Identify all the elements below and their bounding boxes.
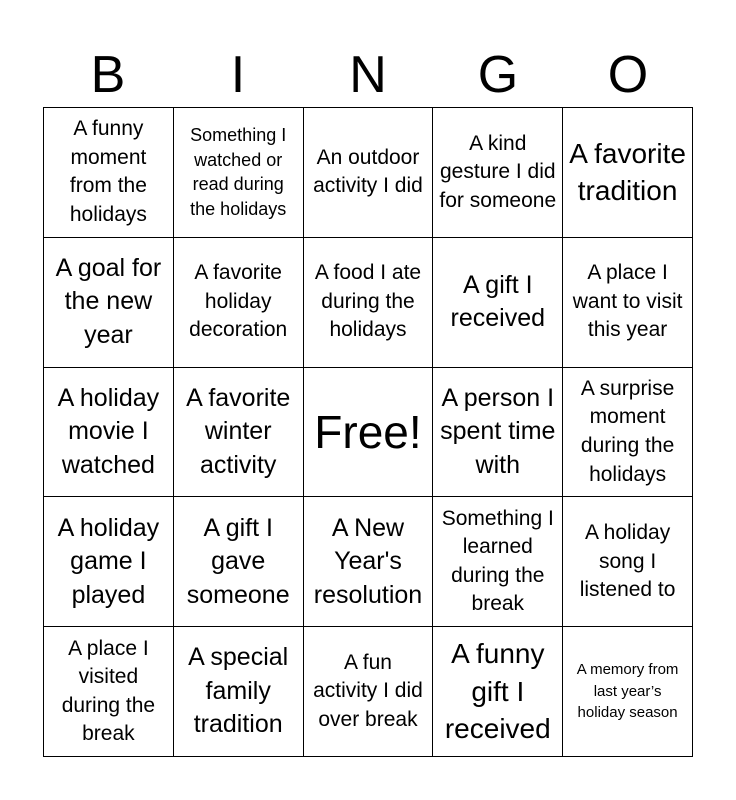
- bingo-cell[interactable]: A holiday movie I watched: [44, 368, 174, 498]
- bingo-cell[interactable]: A fun activity I did over break: [304, 627, 434, 757]
- bingo-cell[interactable]: A gift I gave someone: [174, 497, 304, 627]
- bingo-cell[interactable]: A gift I received: [433, 238, 563, 368]
- bingo-cell[interactable]: A favorite holiday decoration: [174, 238, 304, 368]
- free-space-cell[interactable]: Free!: [304, 368, 434, 498]
- bingo-cell[interactable]: A favorite tradition: [563, 108, 693, 238]
- bingo-cell[interactable]: A funny moment from the holidays: [44, 108, 174, 238]
- header-letter-b: B: [90, 46, 126, 104]
- bingo-cell[interactable]: A person I spent time with: [433, 368, 563, 498]
- bingo-cell[interactable]: A food I ate during the holidays: [304, 238, 434, 368]
- bingo-cell[interactable]: A special family tradition: [174, 627, 304, 757]
- bingo-cell[interactable]: A place I want to visit this year: [563, 238, 693, 368]
- bingo-cell[interactable]: Something I learned during the break: [433, 497, 563, 627]
- bingo-cell[interactable]: A funny gift I received: [433, 627, 563, 757]
- bingo-header: [43, 44, 693, 106]
- bingo-cell[interactable]: A holiday game I played: [44, 497, 174, 627]
- bingo-cell[interactable]: A place I visited during the break: [44, 627, 174, 757]
- bingo-cell[interactable]: A holiday song I listened to: [563, 497, 693, 627]
- bingo-cell[interactable]: An outdoor activity I did: [304, 108, 434, 238]
- bingo-cell[interactable]: A memory from last year’s holiday season: [563, 627, 693, 757]
- bingo-cell[interactable]: A kind gesture I did for someone: [433, 108, 563, 238]
- header-letter-g: G: [477, 46, 519, 104]
- bingo-cell[interactable]: A favorite winter activity: [174, 368, 304, 498]
- bingo-cell[interactable]: A New Year's resolution: [304, 497, 434, 627]
- header-letter-i: I: [230, 46, 246, 104]
- bingo-cell[interactable]: Something I watched or read during the holidays: [174, 108, 304, 238]
- bingo-cell[interactable]: A surprise moment during the holidays: [563, 368, 693, 498]
- header-letter-o: O: [607, 46, 649, 104]
- bingo-board: [43, 107, 693, 757]
- bingo-cell[interactable]: A goal for the new year: [44, 238, 174, 368]
- header-letter-n: N: [349, 46, 387, 104]
